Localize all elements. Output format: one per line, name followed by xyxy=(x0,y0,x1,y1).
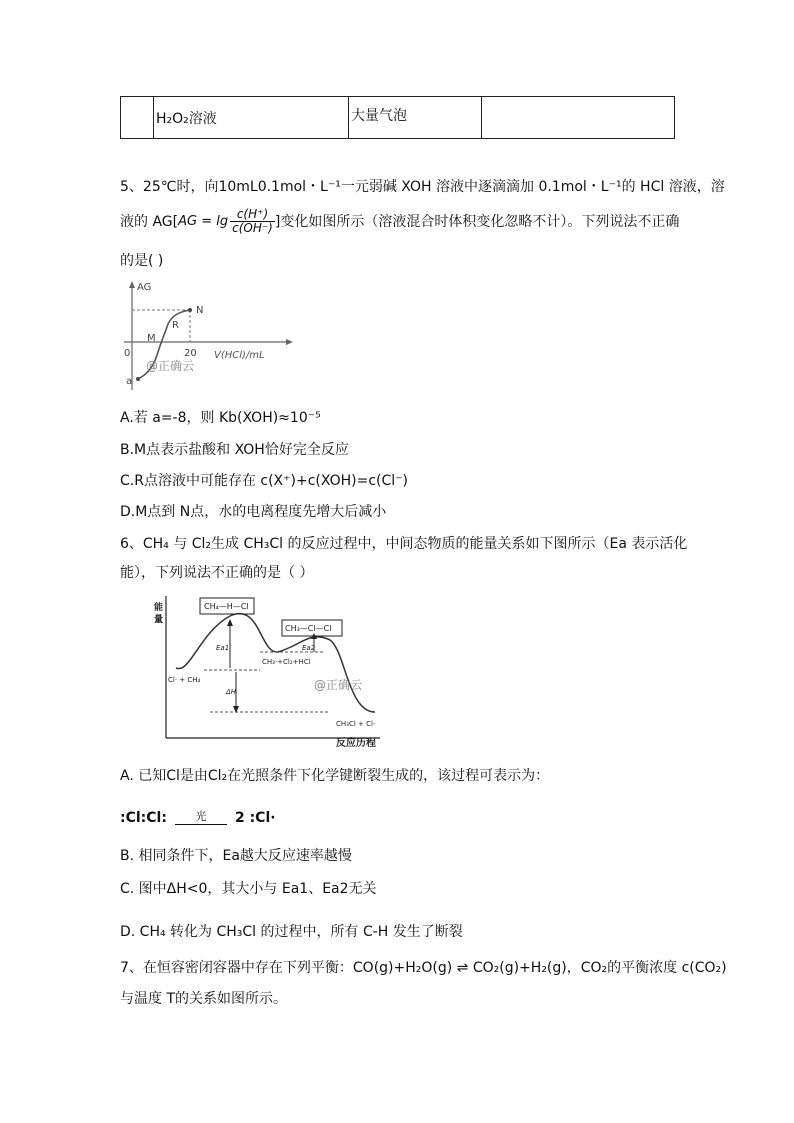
q6-line-1: 6、CH₄ 与 Cl₂生成 CH₃Cl 的反应过程中，中间态物质的能量关系如下图所示（Ea 表示活化 xyxy=(120,536,688,552)
origin-label: 0 xyxy=(124,348,131,359)
ag-fraction xyxy=(230,208,275,235)
table-cell-1 xyxy=(121,97,154,139)
table-cell-reagent: H₂O₂溶液 xyxy=(154,97,349,139)
energy-profile-figure xyxy=(154,592,384,749)
point-n-label: N xyxy=(196,305,204,316)
q5-line-3: 的是( ) xyxy=(120,253,164,269)
x-axis-arrow xyxy=(286,339,293,345)
q5-option-a: A.若 a=-8，则 Kb(XOH)≈10⁻⁵ xyxy=(120,410,321,426)
table-cell-4 xyxy=(482,97,675,139)
q5-line-2 xyxy=(120,203,679,239)
eq-arrow-line xyxy=(175,824,227,825)
q5-line-1: 5、25℃时，向10mL0.1mol・L⁻¹一元弱碱 XOH 溶液中逐滴滴加 0.1mol・L⁻¹的 HCl 溶液，溶 xyxy=(120,179,725,195)
ts2-label: CH₃—Cl—Cl xyxy=(285,624,332,633)
q7-line-2: 与温度 T的关系如图所示。 xyxy=(120,991,288,1007)
intermediate-label: CH₃·+Cl₂+HCl xyxy=(262,658,311,666)
table-row xyxy=(121,97,675,139)
point-a-label: a xyxy=(126,376,133,387)
ag-fraction-den: c(OH⁻) xyxy=(232,220,273,235)
q6-option-b: B. 相同条件下，Ea越大反应速率越慢 xyxy=(120,848,352,864)
dh-arrowhead xyxy=(233,706,239,713)
ts1-label: CH₄—H—Cl xyxy=(204,602,249,611)
ea1-arrowhead xyxy=(227,619,233,626)
q6-line-2: 能），下列说法不正确的是（ ） xyxy=(120,565,314,581)
x-axis-label: V(HCl)/mL xyxy=(214,350,265,361)
eq-arrow xyxy=(175,811,227,825)
q5-option-b: B.M点表示盐酸和 XOH恰好完全反应 xyxy=(120,442,349,458)
ea1-label: Ea1 xyxy=(216,644,230,652)
q5-option-d: D.M点到 N点，水的电离程度先增大后减小 xyxy=(120,504,387,520)
q6-equation xyxy=(120,806,276,830)
ag-formula: AG = lg xyxy=(178,213,229,229)
x-tick-20: 20 xyxy=(184,348,197,359)
dh-label: ΔH xyxy=(226,688,237,696)
ea2-label: Ea2 xyxy=(302,644,316,652)
ag-titration-figure xyxy=(118,278,298,398)
watermark: @正确云 xyxy=(314,678,363,692)
pathway-label: 反应历程 xyxy=(336,738,376,749)
table-cell-phenomenon: 大量气泡 xyxy=(349,97,482,139)
q5-option-c: C.R点溶液中可能存在 c(X⁺)+c(XOH)=c(Cl⁻) xyxy=(120,473,409,489)
q6-option-c: C. 图中ΔH<0，其大小与 Ea1、Ea2无关 xyxy=(120,881,377,897)
reactant-label: Cl· + CH₄ xyxy=(168,676,201,684)
y-axis-label: AG xyxy=(137,282,152,293)
point-n-marker xyxy=(188,308,192,312)
q7-line-1: 7、在恒容密闭容器中存在下列平衡：CO(g)+H₂O(g) ⇌ CO₂(g)+H₂(g)，CO₂的平衡浓度 c(CO₂) xyxy=(120,960,727,976)
eq-arrow-label: 光 xyxy=(195,810,207,823)
ag-fraction-num: c(H⁺) xyxy=(230,208,275,222)
q6-option-d: D. CH₄ 转化为 CH₃Cl 的过程中，所有 C-H 发生了断裂 xyxy=(120,924,463,940)
product-label: CH₃Cl + Cl· xyxy=(336,720,376,728)
eq-left: :Cl:Cl: xyxy=(120,810,167,826)
q5-line-2-pre: 液的 AG[ xyxy=(120,214,179,230)
energy-label-2: 量 xyxy=(154,615,164,625)
watermark: @正确云 xyxy=(146,359,195,373)
q6-option-a: A. 已知Cl是由Cl₂在光照条件下化学键断裂生成的，该过程可表示为： xyxy=(120,768,550,784)
point-m-label: M xyxy=(147,333,156,344)
eq-right: 2 :Cl· xyxy=(234,810,276,826)
energy-label-1: 能 xyxy=(154,603,164,613)
point-a-marker xyxy=(136,377,140,381)
answer-table xyxy=(120,96,675,139)
y-axis-arrow xyxy=(129,281,135,288)
point-r-label: R xyxy=(172,320,179,331)
q5-line-2-post: ]变化如图所示（溶液混合时体积变化忽略不计）。下列说法不正确 xyxy=(274,214,680,230)
